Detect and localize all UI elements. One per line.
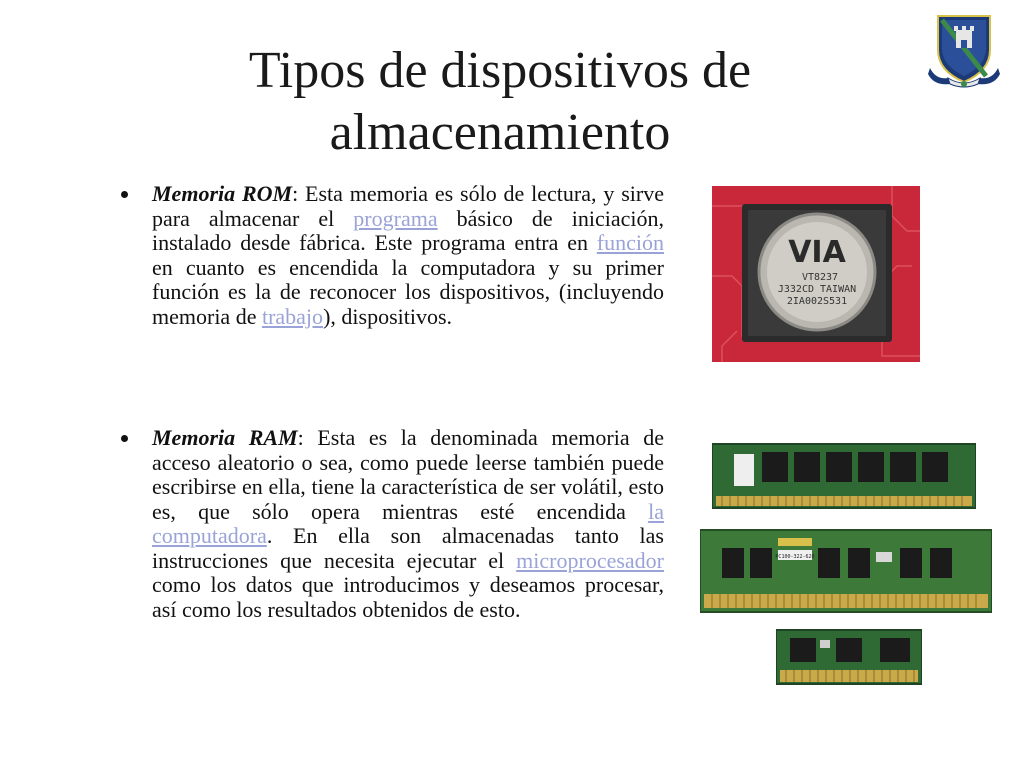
ram-module-image-2 [700, 528, 992, 614]
link-trabajo[interactable]: trabajo [261, 303, 324, 329]
link-programa[interactable]: programa [353, 205, 438, 231]
link-microprocesador[interactable]: microprocesador [516, 547, 664, 573]
ram-text-c: como los datos que introducimos y deseamos procesar, así como los resultados obtenidos de esto. [152, 572, 664, 622]
term-rom: Memoria ROM [152, 181, 293, 206]
chip-label-3: 2IA002S531 [786, 296, 848, 307]
bullet-ram [112, 426, 664, 622]
rom-text-c: en cuanto es encendida la computadora y su primer función es la de reconocer los dispositivos, (incluyendo memoria de [152, 254, 664, 329]
link-la-computadora[interactable]: la computadora [152, 498, 664, 548]
ram-text-b: . En ella son almacenadas tanto las instrucciones que necesita ejecutar el [152, 523, 664, 573]
rom-text-a: : Esta memoria es sólo de lectura, y sirve para almacenar el [152, 181, 664, 231]
title-line-1: Tipos de dispositivos de [248, 42, 752, 99]
slide-title [160, 40, 840, 164]
ram-module-image-1 [712, 440, 976, 512]
title-line-2: almacenamiento [329, 104, 671, 161]
chip-label-1: VT8237 [801, 272, 839, 283]
ram-label: PC100-322-620 [775, 554, 815, 560]
svg-text:VIA: VIA [788, 235, 846, 270]
institution-crest-icon [928, 10, 1000, 90]
bullet-list-ram [112, 426, 664, 622]
chip-label-2: J332CD TAIWAN [777, 284, 857, 295]
link-funcion[interactable]: función [596, 230, 664, 255]
bullet-dot-icon [121, 191, 128, 198]
rom-text-b: básico de iniciación, instalado desde fábrica. Este programa entra en [152, 205, 664, 255]
bullet-dot-icon [121, 435, 128, 442]
bullet-list-rom [112, 182, 664, 329]
ram-module-image-3 [776, 628, 922, 686]
rom-chip-image [712, 186, 920, 362]
ram-text-a: : Esta es la denominada memoria de acceso aleatorio o sea, como puede leerse también puede escribirse en ella, tiene la característica de ser volátil, esto es, que sólo opera mientras esté encendida [152, 425, 664, 524]
bullet-rom [112, 182, 664, 329]
rom-text-d: ), dispositivos. [323, 303, 453, 329]
term-ram: Memoria RAM [152, 425, 298, 450]
